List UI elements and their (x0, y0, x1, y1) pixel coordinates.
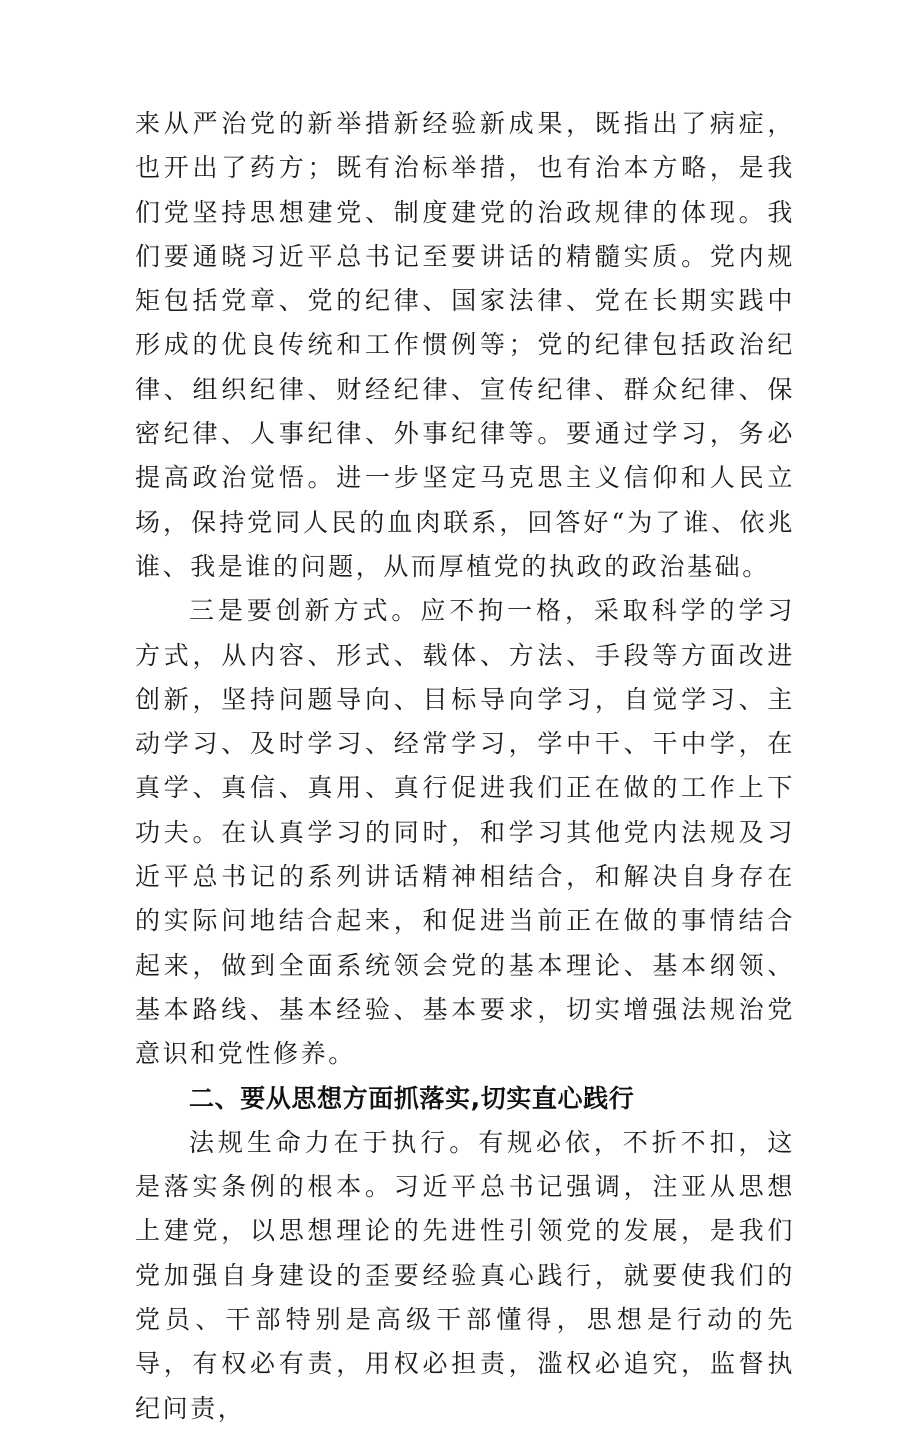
paragraph-innovation-method: 三是要创新方式。应不拘一格，采取科学的学习方式，从内容、形式、载体、方法、手段等方面改进创新，坚持问题导向、目标导向学习，自觉学习、主动学习、及时学习、经常学习，学中干、干中学，在真学、真信、真用、真行促进我们正在做的工作上下功夫。在认真学习的同时，和学习其他党内法规及习近平总书记的系列讲话精神相结合，和解决自身存在的实际问地结合起来，和促进当前正在做的事情结合起来，做到全面系统领会党的基本理论、基本纲领、基本路线、基本经验、基本要求，切实增强法规治党意识和党性修养。 (135, 596, 795, 1069)
document-body (135, 102, 795, 1431)
paragraph-execution: 法规生命力在于执行。有规必依，不折不扣，这是落实条例的根本。习近平总书记强调，注亚从思想上建党，以思想理论的先进性引领党的发展，是我们党加强自身建设的歪要经验真心践行，就要使我们的党员、干部特别是高级干部懂得，思想是行动的先导，有权必有责，用权必担责，滥权必追究，监督执纪问责， (135, 1127, 795, 1423)
paragraph-continuation: 来从严治党的新举措新经验新成果，既指出了病症，也开出了药方；既有治标举措，也有治本方略，是我们党坚持思想建党、制度建党的治政规律的体现。我们要通晓习近平总书记至要讲话的精髓实质。党内规矩包括党章、党的纪律、国家法律、党在长期实践中形成的优良传统和工作惯例等；党的纪律包括政治纪律、组织纪律、财经纪律、宣传纪律、群众纪律、保密纪律、人事纪律、外事纪律等。要通过学习，务必提高政治觉悟。进一步坚定马克思主义信仰和人民立场，保持党同人民的血肉联系，回答好“为了谁、依兆谁、我是谁的问题，从而厚植党的执政的政治基础。 (135, 109, 795, 581)
section-heading: 二、要从思想方面抓落实,切实直心践行 (189, 1083, 635, 1113)
